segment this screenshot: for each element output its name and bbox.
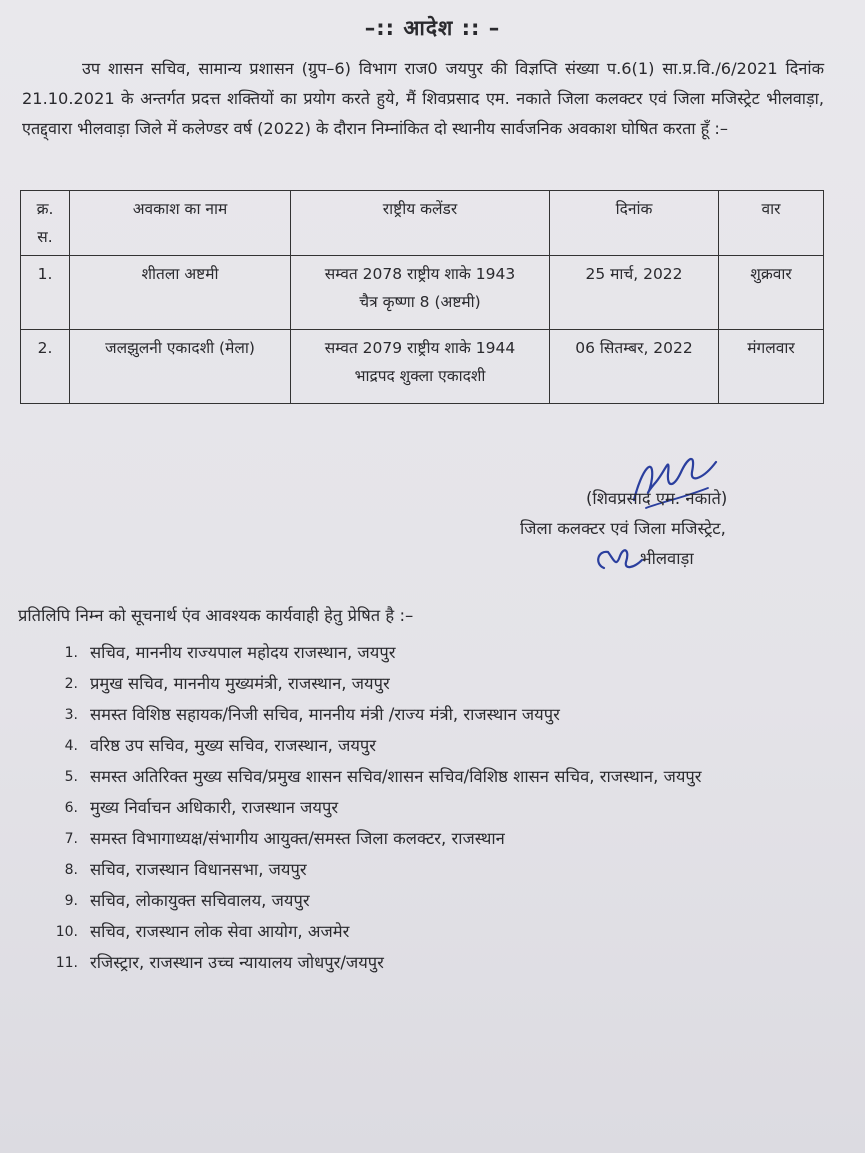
list-item	[44, 793, 814, 823]
row-weekday: शुक्रवार	[719, 256, 824, 330]
signatory-location: भीलवाड़ा	[640, 549, 694, 568]
list-item-number: 5.	[64, 769, 78, 785]
list-item-text: रजिस्ट्रार, राजस्थान उच्च न्यायालय जोधपुर/जयपुर	[90, 953, 384, 972]
header-serial: क्र. स.	[21, 191, 70, 256]
row-holiday-name: जलझुलनी एकादशी (मेला)	[70, 330, 291, 404]
row-serial: 1.	[21, 256, 70, 330]
list-item	[44, 886, 814, 916]
signatory-designation: जिला कलक्टर एवं जिला मजिस्ट्रेट,	[520, 519, 726, 538]
list-item-number: 2.	[64, 676, 78, 692]
list-item-text: सचिव, लोकायुक्त सचिवालय, जयपुर	[90, 891, 310, 910]
list-item-number: 9.	[64, 893, 78, 909]
order-title: –:: आदेश :: –	[364, 16, 501, 40]
list-item-number: 11.	[55, 955, 78, 971]
list-item	[44, 700, 814, 730]
list-item-number: 6.	[64, 800, 78, 816]
list-item-text: समस्त विशिष्ठ सहायक/निजी सचिव, माननीय मंत्री /राज्य मंत्री, राजस्थान जयपुर	[90, 705, 560, 724]
signatory-name: (शिवप्रसाद एम. नकाते)	[586, 489, 728, 508]
list-item	[44, 762, 814, 792]
list-item	[44, 917, 814, 947]
list-item-number: 10.	[55, 924, 78, 940]
initials-scribble	[590, 540, 650, 576]
row-holiday-name: शीतला अष्टमी	[70, 256, 291, 330]
intro-paragraph: उप शासन सचिव, सामान्य प्रशासन (ग्रुप–6) विभाग राज0 जयपुर की विज्ञप्ति संख्या प.6(1) सा.प्र.वि./6/2021 दिनांक 21.10.2021 के अन्तर्गत प्रदत्त शक्तियों का प्रयोग करते हुये, मैं शिवप्रसाद एम. नकाते जिला कलक्टर एवं जिला मजिस्ट्रेट भीलवाड़ा, एतद्द्वारा भीलवाड़ा जिले में कलेण्डर वर्ष (2022) के दौरान निम्नांकित दो स्थानीय सार्वजनिक अवकाश घोषित करता हूँ :–	[22, 59, 824, 138]
row-serial: 2.	[21, 330, 70, 404]
list-item-number: 7.	[64, 831, 78, 847]
header-national-calendar: राष्ट्रीय कलेंडर	[291, 191, 550, 256]
list-item-text: प्रमुख सचिव, माननीय मुख्यमंत्री, राजस्थान, जयपुर	[90, 674, 390, 693]
row-national-calendar: सम्वत 2079 राष्ट्रीय शाके 1944 भाद्रपद शुक्ला एकादशी	[291, 330, 550, 404]
list-item	[44, 638, 814, 668]
list-item-text: वरिष्ठ उप सचिव, मुख्य सचिव, राजस्थान, जयपुर	[90, 736, 377, 755]
table-row	[21, 330, 824, 404]
list-item	[44, 948, 814, 978]
list-item-number: 4.	[64, 738, 78, 754]
list-item	[44, 669, 814, 699]
list-item-text: समस्त अतिरिक्त मुख्य सचिव/प्रमुख शासन सचिव/शासन सचिव/विशिष्ठ शासन सचिव, राजस्थान, जयपुर	[90, 767, 702, 786]
list-item-text: सचिव, माननीय राज्यपाल महोदय राजस्थान, जयपुर	[90, 643, 396, 662]
row-date: 06 सितम्बर, 2022	[550, 330, 719, 404]
list-item-number: 3.	[64, 707, 78, 723]
copy-distribution-intro: प्रतिलिपि निम्न को सूचनार्थ एंव आवश्यक कार्यवाही हेतु प्रेषित है :–	[18, 606, 414, 625]
list-item-text: सचिव, राजस्थान लोक सेवा आयोग, अजमेर	[90, 922, 350, 941]
signature-block	[520, 484, 850, 574]
table-header-row	[21, 191, 824, 256]
copy-distribution-list	[44, 638, 814, 979]
list-item-text: समस्त विभागाध्यक्ष/संभागीय आयुक्त/समस्त जिला कलक्टर, राजस्थान	[90, 829, 505, 848]
row-date: 25 मार्च, 2022	[550, 256, 719, 330]
list-item-text: मुख्य निर्वाचन अधिकारी, राजस्थान जयपुर	[90, 798, 339, 817]
row-national-calendar: सम्वत 2078 राष्ट्रीय शाके 1943 चैत्र कृष्णा 8 (अष्टमी)	[291, 256, 550, 330]
list-item	[44, 731, 814, 761]
header-holiday-name: अवकाश का नाम	[70, 191, 291, 256]
row-weekday: मंगलवार	[719, 330, 824, 404]
list-item-number: 1.	[64, 645, 78, 661]
list-item	[44, 855, 814, 885]
list-item-text: सचिव, राजस्थान विधानसभा, जयपुर	[90, 860, 307, 879]
table-row	[21, 256, 824, 330]
list-item	[44, 824, 814, 854]
list-item-number: 8.	[64, 862, 78, 878]
header-date: दिनांक	[550, 191, 719, 256]
holiday-table	[20, 190, 824, 404]
header-weekday: वार	[719, 191, 824, 256]
